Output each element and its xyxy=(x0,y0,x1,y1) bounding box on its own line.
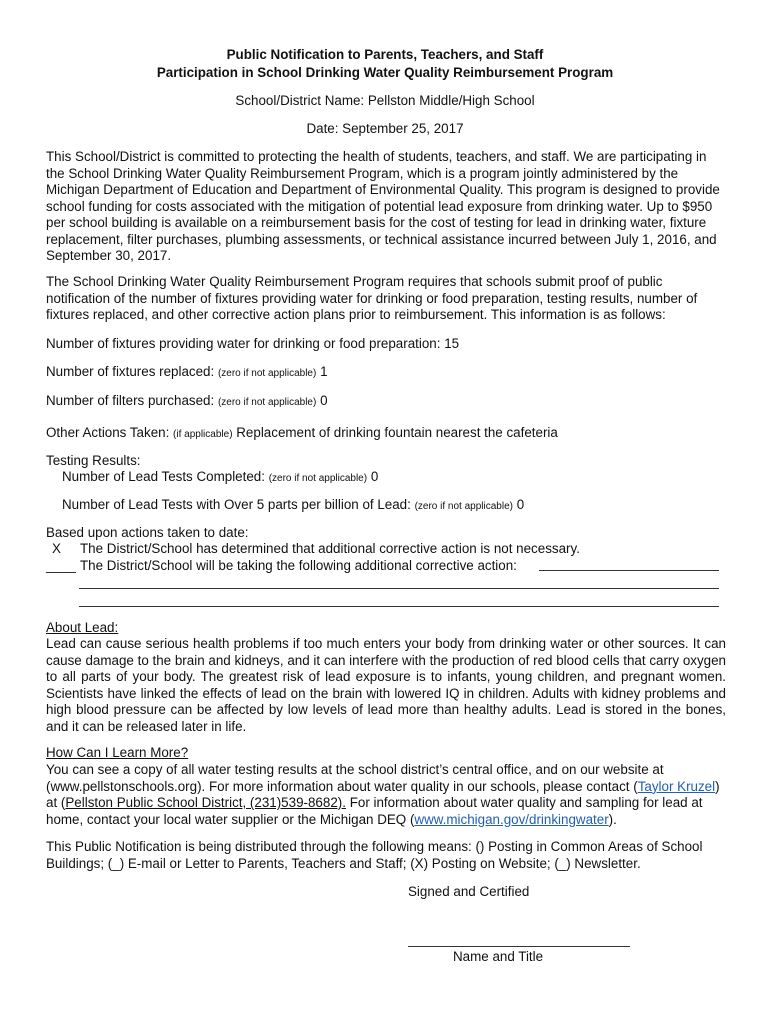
about-lead-body: Lead can cause serious health problems if too much enters your body from drinking water or other sources. It can cause damage to the brain and kidneys, and it can interfere with the production of red blood cells that carry oxygen to all parts of your body. The greatest risk of lead exposure is to infants, young children, and pregnant women. Scientists have linked the effects of lead on the brain with lowered IQ in children. Adults with kidney problems and high blood pressure can be affected by low levels of lead more than healthy adults. Lead is stored in the bones, and it can be released later in life. xyxy=(46,636,726,734)
corrective-action-line-2 xyxy=(79,575,719,589)
corrective-action-line-1 xyxy=(539,557,719,571)
district-name: School/District Name: Pellston Middle/High School xyxy=(235,93,535,108)
replaced-note: (zero if not applicable) xyxy=(217,368,317,379)
about-lead-heading: About Lead: xyxy=(46,620,119,635)
action-option-1 xyxy=(46,541,580,556)
corrective-action-line-3 xyxy=(79,593,719,607)
signed-certified: Signed and Certified xyxy=(408,884,530,899)
over-value: 0 xyxy=(516,497,525,512)
other-actions-row xyxy=(46,425,558,440)
name-and-title: Name and Title xyxy=(453,949,544,964)
option-1-mark: X xyxy=(52,541,61,556)
other-note: (if applicable) xyxy=(173,429,233,440)
learn-more-text-4: ). xyxy=(608,811,617,827)
option-2-text: The District/School will be taking the following additional corrective action: xyxy=(80,558,517,573)
option-2-mark: ____ xyxy=(46,558,76,573)
learn-more-text-3: For information about water quality and sampling for lead at home, contact your local water supplier or the Michigan DEQ ( xyxy=(46,795,703,827)
learn-more-text-1: You can see a copy of all water testing results at the school district’s central office, and on our website at (www.pellstonschools.org). For more information about water quality in our schools, please contact ( xyxy=(46,762,664,794)
filters-value: 0 xyxy=(320,393,328,408)
other-value: Replacement of drinking fountain nearest the cafeteria xyxy=(236,425,558,440)
requirement-paragraph: The School Drinking Water Quality Reimbursement Program requires that schools submit proof of public notification of the number of fixtures providing water for drinking or food preparation, testing results, number of fixtures replaced, and other corrective action plans prior to reimbursement. This information is as follows: xyxy=(46,274,698,322)
completed-note: (zero if not applicable) xyxy=(268,473,368,484)
learn-more-text-2: ) at ( xyxy=(46,778,720,810)
distribution-paragraph: This Public Notification is being distributed through the following means: () Posting in Common Areas of School Buildings; (_) E-mail or Letter to Parents, Teachers and Staff; (X) Posting on Website; (_) Newsletter. xyxy=(46,839,703,871)
fixtures-value: 15 xyxy=(444,336,460,351)
completed-value: 0 xyxy=(370,469,379,484)
title-line-2: Participation in School Drinking Water Quality Reimbursement Program xyxy=(156,65,614,80)
option-1-text: The District/School has determined that additional corrective action is not necessary. xyxy=(80,541,580,556)
filters-label: Number of filters purchased: xyxy=(46,393,215,408)
intro-paragraph: This School/District is committed to protecting the health of students, teachers, and staff. We are participating in the School Drinking Water Quality Reimbursement Program, which is a program jointly administered by the Michigan Department of Education and Department of Environmental Quality. This program is designed to provide school funding for costs associated with the mitigation of potential lead exposure from drinking water. Up to $950 per school building is available on a reimbursement basis for the cost of testing for lead in drinking water, fixture replacement, filter purchases, plumbing assessments, or technical assistance incurred between July 1, 2016, and September 30, 2017. xyxy=(46,149,720,263)
signature-line xyxy=(408,934,630,947)
contact-name-link[interactable]: Taylor Kruzel xyxy=(637,778,716,794)
learn-more-heading: How Can I Learn More? xyxy=(46,745,189,760)
replaced-value: 1 xyxy=(320,364,328,379)
deq-website-link[interactable]: www.michigan.gov/drinkingwater xyxy=(414,811,609,827)
fixtures-count-row xyxy=(46,336,459,351)
replaced-label: Number of fixtures replaced: xyxy=(46,364,215,379)
tests-over-row xyxy=(62,497,524,512)
filters-note: (zero if not applicable) xyxy=(217,397,317,408)
filters-purchased-row xyxy=(46,393,328,408)
action-option-2 xyxy=(46,558,517,573)
actions-heading: Based upon actions taken to date: xyxy=(46,525,249,540)
fixtures-replaced-row xyxy=(46,364,328,379)
other-label: Other Actions Taken: xyxy=(46,425,170,440)
completed-label: Number of Lead Tests Completed: xyxy=(62,469,265,484)
tests-completed-row xyxy=(62,469,378,484)
over-label: Number of Lead Tests with Over 5 parts per billion of Lead: xyxy=(62,497,411,512)
fixtures-label: Number of fixtures providing water for drinking or food preparation: xyxy=(46,336,441,351)
over-note: (zero if not applicable) xyxy=(414,501,513,512)
contact-org: Pellston Public School District, (231)539-8682). xyxy=(65,795,346,810)
testing-heading: Testing Results: xyxy=(46,453,141,468)
title-line-1: Public Notification to Parents, Teachers, and Staff xyxy=(226,47,544,62)
date-line: Date: September 25, 2017 xyxy=(306,121,464,136)
learn-more-body xyxy=(46,762,726,828)
